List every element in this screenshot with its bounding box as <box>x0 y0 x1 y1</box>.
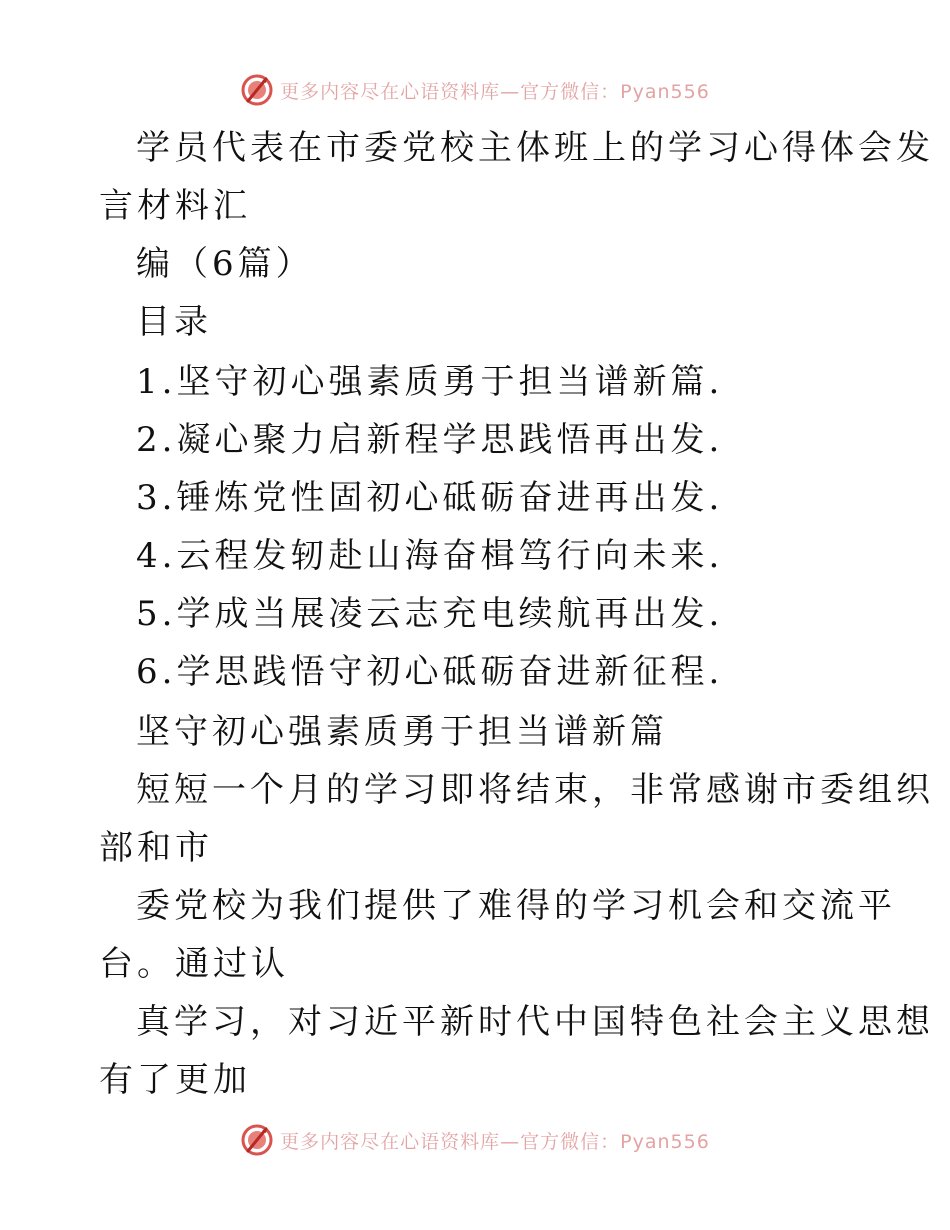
header-banner <box>0 70 950 110</box>
document-title-line-1: 学员代表在市委党校主体班上的学习心得体会发 <box>136 128 934 168</box>
document-title-line-2: 言材料汇 <box>99 186 251 226</box>
document-title-line-3: 编（6篇） <box>136 244 314 284</box>
toc-item: 4.云程发轫赴山海奋楫笃行向未来. <box>136 536 724 576</box>
quill-seal-logo-icon <box>240 73 274 107</box>
header-banner-text: 更多内容尽在心语资料库—官方微信：Pyan556 <box>280 80 710 103</box>
footer-banner <box>0 1120 950 1160</box>
quill-seal-logo-icon <box>240 1123 274 1157</box>
body-line: 台。通过认 <box>99 944 289 984</box>
body-line: 部和市 <box>99 828 213 868</box>
body-line: 有了更加 <box>99 1060 251 1100</box>
body-line: 真学习，对习近平新时代中国特色社会主义思想 <box>136 1002 934 1042</box>
body-line: 委党校为我们提供了难得的学习机会和交流平 <box>136 886 896 926</box>
toc-item: 3.锤炼党性固初心砥砺奋进再出发. <box>136 478 724 518</box>
section-title: 坚守初心强素质勇于担当谱新篇 <box>136 712 668 752</box>
body-line: 短短一个月的学习即将结束，非常感谢市委组织 <box>136 770 934 810</box>
toc-item: 6.学思践悟守初心砥砺奋进新征程. <box>136 652 724 692</box>
toc-heading: 目录 <box>136 302 212 342</box>
toc-item: 1.坚守初心强素质勇于担当谱新篇. <box>136 362 724 402</box>
toc-item: 5.学成当展凌云志充电续航再出发. <box>136 594 724 634</box>
toc-item: 2.凝心聚力启新程学思践悟再出发. <box>136 420 724 460</box>
footer-banner-text: 更多内容尽在心语资料库—官方微信：Pyan556 <box>280 1130 710 1153</box>
